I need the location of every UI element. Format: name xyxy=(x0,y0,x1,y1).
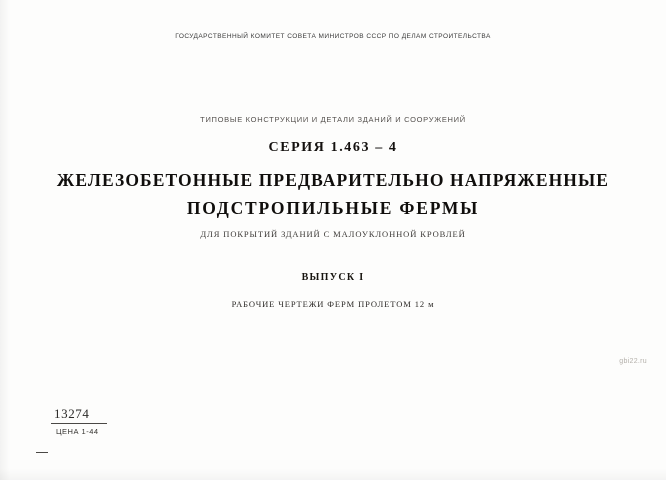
watermark-label: gbi22.ru xyxy=(619,358,647,365)
typical-constructions-line: ТИПОВЫЕ КОНСТРУКЦИИ И ДЕТАЛИ ЗДАНИЙ И СООРУЖЕНИЙ xyxy=(200,115,466,124)
inventory-number-underline xyxy=(51,423,107,424)
inventory-number: 13274 xyxy=(54,406,90,421)
ministry-header: ГОСУДАРСТВЕННЫЙ КОМИТЕТ СОВЕТА МИНИСТРОВ СССР ПО ДЕЛАМ СТРОИТЕЛЬСТВА xyxy=(175,33,491,40)
price-label: ЦЕНА 1-44 xyxy=(56,427,99,436)
page-title-line-1: ЖЕЛЕЗОБЕТОННЫЕ ПРЕДВАРИТЕЛЬНО НАПРЯЖЕННЫЕ xyxy=(56,170,610,190)
series-number: СЕРИЯ 1.463 – 4 xyxy=(268,140,398,155)
page-title-line-2: ПОДСТРОПИЛЬНЫЕ ФЕРМЫ xyxy=(186,198,480,218)
pen-mark xyxy=(36,452,48,453)
issue-number: ВЫПУСК I xyxy=(301,272,365,283)
page-edge-shadow-bottom xyxy=(0,468,666,480)
working-drawings-line: РАБОЧИЕ ЧЕРТЕЖИ ФЕРМ ПРОЛЕТОМ 12 м xyxy=(231,299,435,309)
page-subtitle: ДЛЯ ПОКРЫТИЙ ЗДАНИЙ С МАЛОУКЛОННОЙ КРОВЛЕЙ xyxy=(200,229,466,239)
page-edge-shadow-left xyxy=(0,0,10,480)
